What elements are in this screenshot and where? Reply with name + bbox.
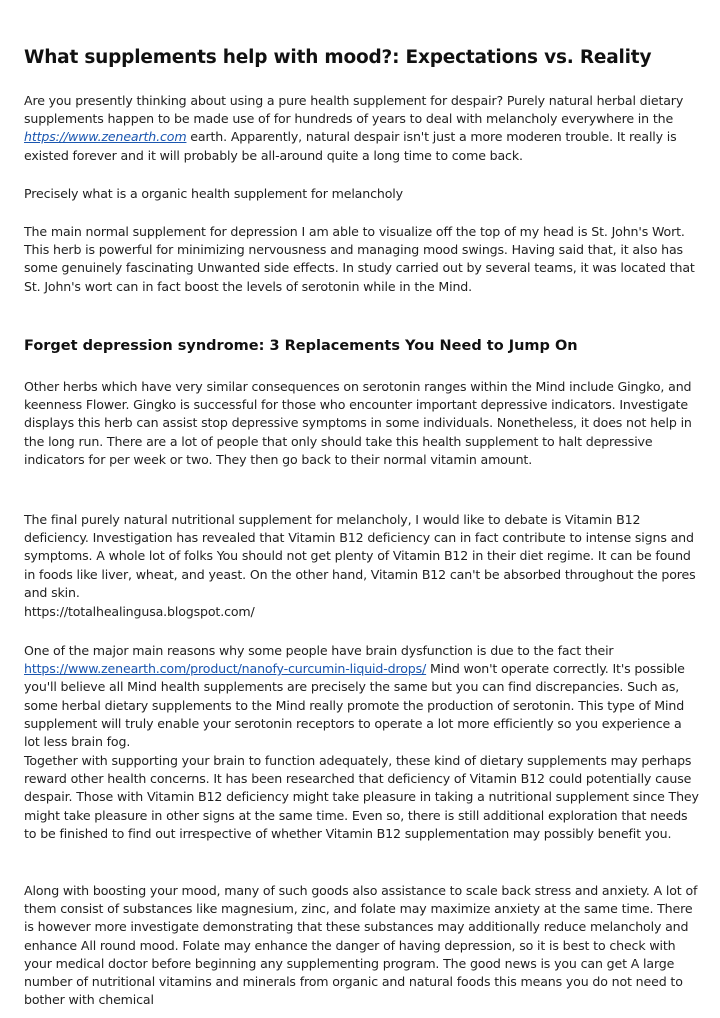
brain-text-end: Mind won't operate correctly. It's possible you'll believe all Mind health supplements are precisely the same but you can find discrepancies. Such as, some herbal dietary supplements to the Mind really promote the production of serotonin. This type of Mind supplement will truly enable your serotonin receptors to operate a lot more efficiently so you experience a lot less brain fog. (24, 661, 685, 750)
intro-text-end: earth. Apparently, natural despair isn't just a more moderen trouble. It really is existed forever and it will probably be all-around quite a long time to come back. (24, 129, 677, 163)
paragraph-supporting-brain: Together with supporting your brain to function adequately, these kind of dietary supplements may perhaps reward other health concerns. It has been researched that deficiency of Vitamin B12 could potentially cause despair. Those with Vitamin B12 deficiency might take pleasure in taking a nutritional supplement since They might take pleasure in other signs at the same time. Even so, there is still additional exploration that needs to be finished to find out irrespective of whether Vitamin B12 supplementation may possibly benefit you. (24, 753, 699, 841)
intro-text: Are you presently thinking about using a pure health supplement for despair? Purely natural herbal dietary supplements happen to be made use of for hundreds of years to deal with melancholy everywhere in the (24, 93, 684, 127)
zenearth-link[interactable]: https://www.zenearth.com (24, 129, 187, 145)
brain-text: One of the major main reasons why some people have brain dysfunction is due to the fact their (24, 643, 614, 658)
paragraph-brain-dysfunction (24, 642, 700, 751)
paragraph-url: https://totalhealingusa.blogspot.com/ (24, 604, 255, 619)
paragraph-mood-boost: Along with boosting your mood, many of such goods also assistance to scale back stress and anxiety. A lot of them consist of substances like magnesium, zinc, and folate may maximize anxiety at the same time. There is however more investigate demonstrating that these substances may additionally reduce melancholy and enhance All round mood. Folate may enhance the danger of having depression, so it is best to check with your medical doctor before beginning any supplementing program. The good news is you can get A large number of nutritional vitamins and minerals from organic and natural foods this means you do not need to bother with chemical (24, 883, 698, 1008)
page-title: What supplements help with mood?: Expectations vs. Reality (24, 47, 652, 68)
paragraph-vitamin-b12: The final purely natural nutritional supplement for melancholy, I would like to debate is Vitamin B12 deficiency. Investigation has revealed that Vitamin B12 deficiency can in fact contribute to intense signs and symptoms. A whole lot of folks You should not get plenty of Vitamin B12 in their diet regime. It can be found in foods like liver, wheat, and yeast. On the other hand, Vitamin B12 can't be absorbed throughout the pores and skin. (24, 512, 696, 600)
paragraph-gingko: Other herbs which have very similar consequences on serotonin ranges within the Mind include Gingko, and keenness Flower. Gingko is successful for those who encounter important depressive indicators. Investigate displays this herb can assist stop depressive symptoms in some individuals. Nonetheless, it does not help in the long run. There are a lot of people that only should take this health supplement to halt depressive indicators for per week or two. They then go back to their normal vitamin amount. (24, 379, 692, 467)
section-heading: Forget depression syndrome: 3 Replacements You Need to Jump On (24, 338, 578, 354)
paragraph-st-johns-wort: The main normal supplement for depression I am able to visualize off the top of my head is St. John's Wort. This herb is powerful for minimizing nervousness and managing mood swings. Having said that, it also has some genuinely fascinating Unwanted side effects. In study carried out by several teams, it was located that St. John's wort can in fact boost the levels of serotonin while in the Mind. (24, 224, 695, 294)
paragraph-intro (24, 92, 700, 165)
paragraph-question: Precisely what is a organic health supplement for melancholy (24, 186, 403, 201)
curcumin-link[interactable]: https://www.zenearth.com/product/nanofy-curcumin-liquid-drops/ (24, 661, 427, 677)
